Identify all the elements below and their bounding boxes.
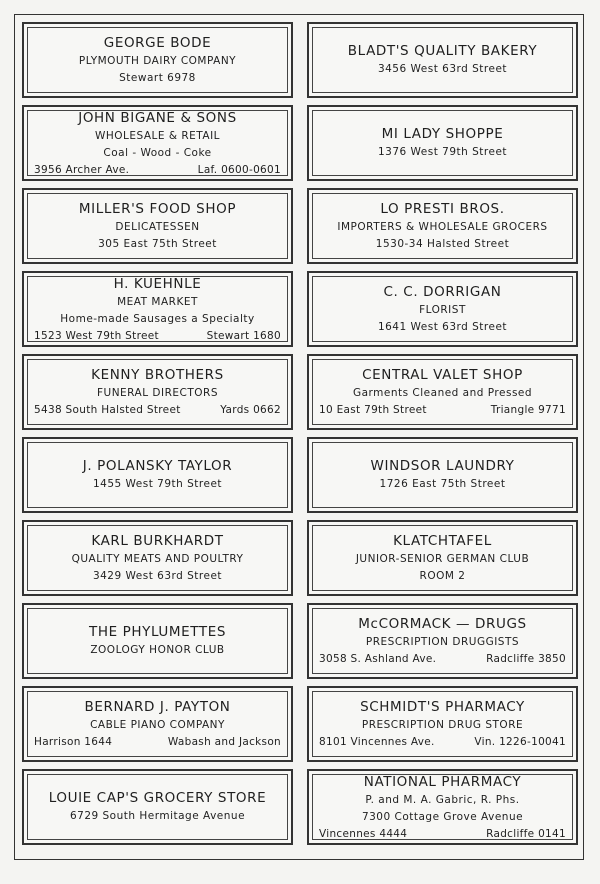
ad-detail-line: Home-made Sausages a Specialty (60, 312, 255, 325)
ad-footer-left: 5438 South Halsted Street (34, 404, 181, 416)
ad-business-name: J. POLANSKY TAYLOR (82, 458, 233, 474)
ad-detail-line: Stewart 6978 (119, 71, 196, 84)
ad-detail-line: CABLE PIANO COMPANY (90, 719, 225, 731)
ad-inner-frame (312, 442, 573, 508)
ad-detail-line: 305 East 75th Street (98, 237, 217, 250)
ad-footer-left: 1523 West 79th Street (34, 329, 159, 342)
ad-box (22, 437, 293, 513)
ad-detail-line: 1726 East 75th Street (379, 478, 506, 490)
ad-business-name: H. KUEHNLE (113, 275, 202, 292)
ad-inner-frame (27, 27, 288, 93)
ad-footer-row (313, 734, 572, 750)
ad-footer-right: Stewart 1680 (206, 329, 281, 342)
ad-business-name: BLADT'S QUALITY BAKERY (347, 43, 538, 59)
ad-box (307, 437, 578, 513)
ad-detail-line: 3456 West 63rd Street (377, 63, 508, 75)
ad-business-name: KARL BURKHARDT (91, 532, 224, 549)
ad-detail-line: PLYMOUTH DAIRY COMPANY (78, 54, 237, 67)
ad-detail-line: JUNIOR-SENIOR GERMAN CLUB (355, 552, 530, 565)
ad-footer-left: Vincennes 4444 (319, 827, 408, 840)
ad-inner-frame (312, 193, 573, 259)
ad-business-name: LO PRESTI BROS. (380, 200, 505, 217)
ad-detail-line: ZOOLOGY HONOR CLUB (90, 644, 225, 656)
ad-box (307, 188, 578, 264)
ad-box (22, 105, 293, 181)
ad-business-name: JOHN BIGANE & SONS (78, 109, 237, 126)
ad-footer-row (28, 402, 287, 418)
ad-footer-row (313, 826, 572, 842)
ad-detail-line: PRESCRIPTION DRUG STORE (361, 719, 524, 731)
ad-footer-row (28, 328, 287, 344)
ad-detail-line: 1376 West 79th Street (377, 146, 508, 158)
ad-footer-right: Radcliffe 3850 (486, 653, 566, 665)
ad-box (22, 188, 293, 264)
ad-detail-line: MEAT MARKET (117, 295, 198, 308)
ad-inner-frame (312, 110, 573, 176)
ad-box (22, 686, 293, 762)
ad-box (22, 520, 293, 596)
ad-inner-frame (312, 359, 573, 425)
ad-box (22, 271, 293, 347)
ad-footer-left: 3058 S. Ashland Ave. (319, 653, 437, 665)
ad-box (307, 22, 578, 98)
ad-detail-line: 7300 Cottage Grove Avenue (361, 810, 524, 823)
ad-detail-line: QUALITY MEATS AND POULTRY (71, 552, 244, 565)
ad-footer-right: Radcliffe 0141 (486, 827, 566, 840)
ad-detail-line: FUNERAL DIRECTORS (96, 387, 219, 399)
ad-business-name: GEORGE BODE (103, 34, 212, 51)
ad-detail-line: FLORIST (419, 303, 466, 316)
ad-inner-frame (27, 525, 288, 591)
ad-box (22, 22, 293, 98)
ad-inner-frame (27, 359, 288, 425)
ad-footer-right: Yards 0662 (220, 404, 281, 416)
ad-box (22, 354, 293, 430)
ad-footer-row (28, 162, 287, 178)
ad-box (307, 603, 578, 679)
ad-box (307, 271, 578, 347)
ad-inner-frame (312, 27, 573, 93)
ad-inner-frame (27, 276, 288, 342)
ad-footer-right: Laf. 0600-0601 (197, 163, 281, 176)
ad-business-name: McCORMACK — DRUGS (358, 616, 527, 632)
ad-business-name: NATIONAL PHARMACY (363, 773, 522, 790)
ad-inner-frame (312, 774, 573, 840)
ad-business-name: SCHMIDT'S PHARMACY (360, 699, 525, 715)
ad-detail-line: 3429 West 63rd Street (92, 569, 223, 582)
ad-inner-frame (27, 774, 288, 840)
ad-business-name: KENNY BROTHERS (91, 367, 224, 383)
ad-footer-left: 3956 Archer Ave. (34, 163, 130, 176)
ad-detail-line: Coal - Wood - Coke (103, 146, 212, 159)
ad-business-name: WINDSOR LAUNDRY (370, 458, 515, 474)
advertisement-grid (22, 22, 578, 845)
ad-business-name: LOUIE CAP'S GROCERY STORE (48, 790, 267, 806)
ad-box (22, 769, 293, 845)
ad-footer-right: Vin. 1226-10041 (474, 736, 566, 748)
ad-business-name: MILLER'S FOOD SHOP (78, 200, 237, 217)
ad-footer-right: Wabash and Jackson (167, 736, 281, 748)
ad-detail-line: 1530-34 Halsted Street (375, 237, 510, 250)
ad-inner-frame (27, 110, 288, 176)
ad-footer-left: 8101 Vincennes Ave. (319, 736, 435, 748)
ad-detail-line: 1641 West 63rd Street (377, 320, 508, 333)
ad-inner-frame (27, 691, 288, 757)
ad-inner-frame (27, 608, 288, 674)
ad-detail-line: P. and M. A. Gabric, R. Phs. (365, 793, 520, 806)
ad-footer-left: 10 East 79th Street (319, 404, 427, 416)
ad-business-name: BERNARD J. PAYTON (84, 699, 231, 715)
ad-business-name: MI LADY SHOPPE (381, 126, 504, 142)
ad-footer-right: Triangle 9771 (490, 404, 566, 416)
ad-business-name: CENTRAL VALET SHOP (362, 367, 523, 383)
ad-detail-line: PRESCRIPTION DRUGGISTS (365, 636, 520, 648)
ad-inner-frame (27, 442, 288, 508)
ad-detail-line: 1455 West 79th Street (92, 478, 223, 490)
ad-business-name: KLATCHTAFEL (393, 532, 492, 549)
ad-business-name: C. C. DORRIGAN (383, 283, 502, 300)
ad-inner-frame (312, 525, 573, 591)
ad-detail-line: WHOLESALE & RETAIL (94, 129, 221, 142)
ad-business-name: THE PHYLUMETTES (88, 624, 227, 640)
ad-inner-frame (312, 276, 573, 342)
ad-footer-left: Harrison 1644 (34, 736, 113, 748)
ad-detail-line: Garments Cleaned and Pressed (352, 387, 533, 399)
ad-box (307, 105, 578, 181)
ad-footer-row (313, 402, 572, 418)
ad-box (307, 769, 578, 845)
ad-box (307, 520, 578, 596)
ad-inner-frame (27, 193, 288, 259)
ad-box (22, 603, 293, 679)
ad-detail-line: DELICATESSEN (115, 220, 200, 233)
ad-detail-line: ROOM 2 (419, 569, 466, 582)
ad-inner-frame (312, 608, 573, 674)
ad-detail-line: IMPORTERS & WHOLESALE GROCERS (337, 220, 548, 233)
ad-footer-row (313, 651, 572, 667)
ad-inner-frame (312, 691, 573, 757)
ad-detail-line: 6729 South Hermitage Avenue (69, 810, 246, 822)
ad-box (307, 686, 578, 762)
ad-box (307, 354, 578, 430)
ad-footer-row (28, 734, 287, 750)
